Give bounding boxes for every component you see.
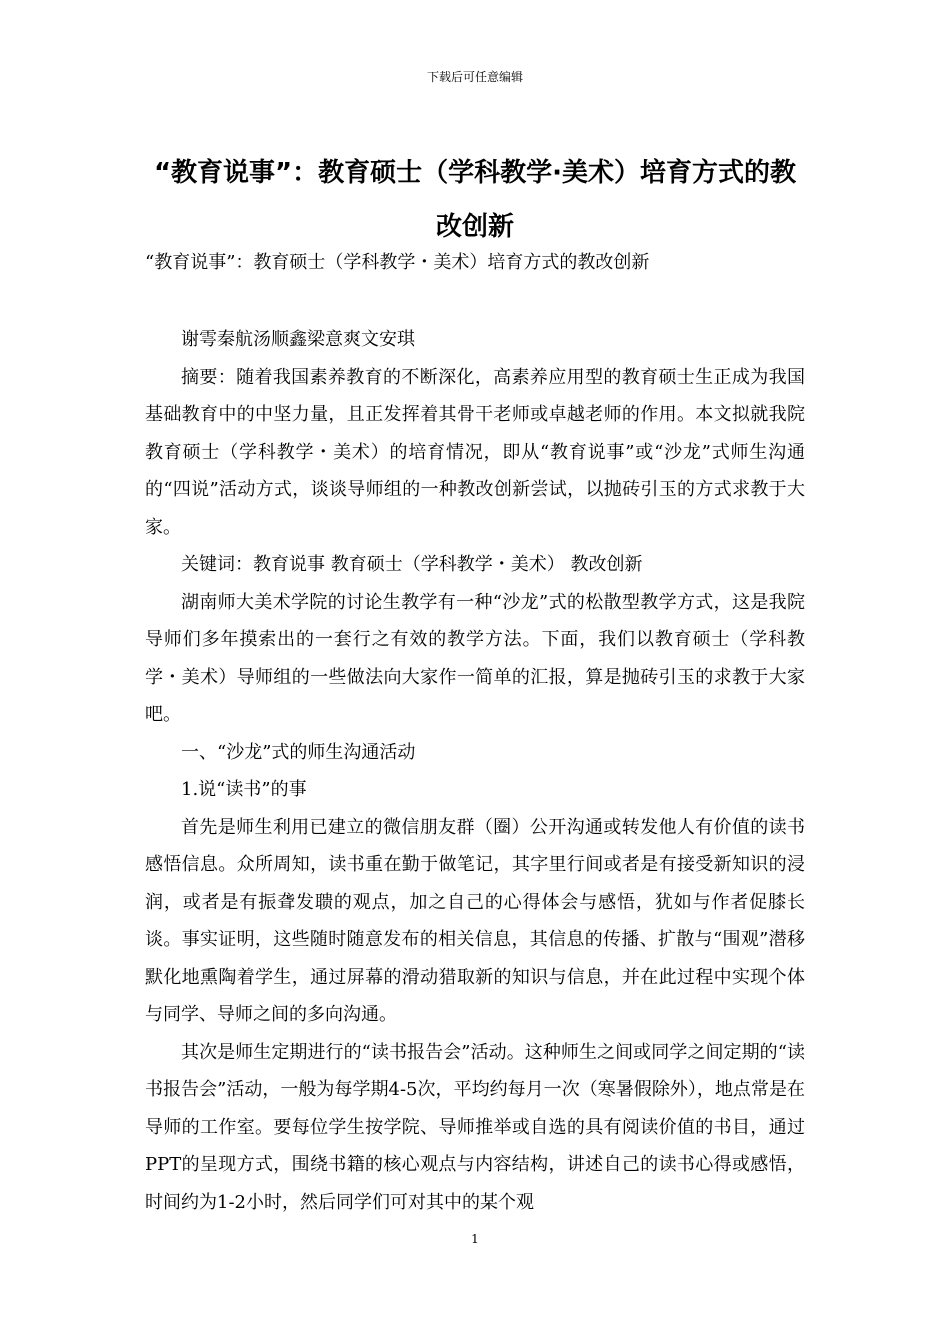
body-paragraph: 首先是师生利用已建立的微信朋友群（圈）公开沟通或转发他人有价值的读书感悟信息。众所周知，读书重在勤于做笔记，其字里行间或者是有接受新知识的浸润，或者是有振聋发聩的观点，加之自己的心得体会与感悟，犹如与作者促膝长谈。事实证明，这些随时随意发布的相关信息，其信息的传播、扩散与“围观”潜移默化地熏陶着学生，通过屏幕的滑动猎取新的知识与信息，并在此过程中实现个体与同学、导师之间的多向沟通。 [145,816,805,1025]
abstract-paragraph: 摘要：随着我国素养教育的不断深化，高素养应用型的教育硕士生正成为我国基础教育中的中坚力量，且正发挥着其骨干老师或卓越老师的作用。本文拟就我院教育硕士（学科教学・美术）的培育情况，即从“教育说事”或“沙龙”式师生沟通的“四说”活动方式，谈谈导师组的一种教改创新尝试，以抛砖引玉的方式求教于大家。 [145,366,805,538]
keywords-line: 关键词：教育说事 教育硕士（学科教学・美术） 教改创新 [181,554,643,575]
subsection-heading-1: 1.说“读书”的事 [181,779,307,800]
section-heading-1: 一、“沙龙”式的师生沟通活动 [181,741,416,763]
intro-paragraph: 湖南师大美术学院的讨论生教学有一种“沙龙”式的松散型教学方式，这是我院导师们多年摸索出的一套行之有效的教学方法。下面，我们以教育硕士（学科教学・美术）导师组的一些做法向大家作一简单的汇报，算是抛砖引玉的求教于大家吧。 [145,591,805,725]
page-header: 下载后可任意编辑 [426,70,523,84]
page-number: 1 [471,1232,479,1246]
authors-line: 谢雩秦航汤顺鑫梁意爽文安琪 [181,329,415,350]
document-body [145,321,805,1221]
body-paragraph: 其次是师生定期进行的“读书报告会”活动。这种师生之间或同学之间定期的“读书报告会”活动，一般为每学期4-5次，平均约每月一次（寒暑假除外），地点常是在导师的工作室。要每位学生按学院、导师推举或自选的具有阅读价值的书目，通过PPT的呈现方式，围绕书籍的核心观点与内容结构，讲述自己的读书心得或感悟，时间约为1-2小时，然后同学们可对其中的某个观 [145,1041,805,1213]
document-title: “教育说事”：教育硕士（学科教学·美术）培育方式的教改创新 [153,158,797,242]
document-subtitle: “教育说事”：教育硕士（学科教学・美术）培育方式的教改创新 [145,252,650,273]
